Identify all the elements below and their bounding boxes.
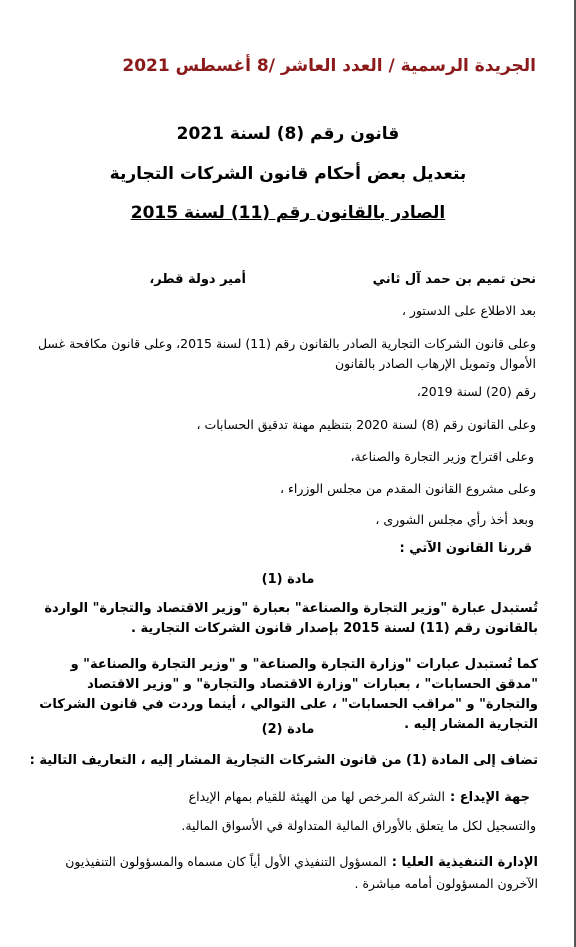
article2-heading: مادة (2) <box>261 722 315 737</box>
gazette-header: الجريدة الرسمية / العدد العاشر /8 أغسطس 2021 <box>122 56 536 76</box>
article1-heading: مادة (1) <box>261 572 315 587</box>
preamble-shura: وبعد أخذ رأي مجلس الشورى ، <box>375 512 534 527</box>
law-title-line1: قانون رقم (8) لسنة 2021 <box>176 124 400 144</box>
definition-depository-label: جهة الإيداع : <box>450 790 530 805</box>
article2-intro: تضاف إلى المادة (1) من قانون الشركات التجارية المشار إليه ، التعاريف التالية : <box>29 753 538 768</box>
decree-line: قررنا القانون الآتي : <box>399 541 532 556</box>
definition-executive-text: المسؤول التنفيذي الأول أياً كان مسماه والمسؤولون التنفيذيون الآخرون المسؤولون أمامه مباشرة . <box>65 854 538 891</box>
definition-depository-text: الشركة المرخص لها من الهيئة للقيام بمهام الإيداع <box>188 789 445 804</box>
issuer-name: نحن تميم بن حمد آل ثاني <box>372 272 536 287</box>
preamble-proposal: وعلى اقتراح وزير التجارة والصناعة، <box>350 449 534 464</box>
preamble-companies-law: وعلى قانون الشركات التجارية الصادر بالقانون رقم (11) لسنة 2015، وعلى قانون مكافحة غسل الأموال وتمويل الإرهاب الصادر بالقانون <box>37 336 536 371</box>
definition-executive-label: الإدارة التنفيذية العليا : <box>391 855 538 870</box>
preamble-law-2019: رقم (20) لسنة 2019، <box>416 384 536 399</box>
article1-paragraph2: كما تُستبدل عبارات "وزارة التجارة والصناعة" و "وزير التجارة والصناعة" و "مدقق الحسابات" ، بعبارات "وزارة الاقتصاد والتجارة" و "وزير الاقتصاد والتجارة" و "مراقب الحسابات" ، على التوالي ، أينما وردت في قانون الشركات التجارية المشار إليه . <box>39 657 538 732</box>
law-title-line2: بتعديل بعض أحكام قانون الشركات التجارية <box>109 164 467 184</box>
definition-depository-continued: والتسجيل لكل ما يتعلق بالأوراق المالية المتداولة في الأسواق المالية. <box>181 818 536 833</box>
preamble-law-2020: وعلى القانون رقم (8) لسنة 2020 بتنظيم مهنة تدقيق الحسابات ، <box>196 417 536 432</box>
issuer-title: أمير دولة قطر، <box>149 272 246 287</box>
law-title-line3-text: الصادر بالقانون رقم (11) لسنة 2015 <box>130 203 446 223</box>
definition-depository <box>30 786 530 805</box>
definition-executive <box>30 851 538 894</box>
article1-paragraph1: تُستبدل عبارة "وزير التجارة والصناعة" بعبارة "وزير الاقتصاد والتجارة" الواردة بالقانون رقم (11) لسنة 2015 بإصدار قانون الشركات التجارية . <box>44 601 538 636</box>
law-title-line3 <box>0 203 576 223</box>
preamble-draft: وعلى مشروع القانون المقدم من مجلس الوزراء ، <box>279 481 536 496</box>
preamble-constitution: بعد الاطلاع على الدستور ، <box>401 303 536 318</box>
